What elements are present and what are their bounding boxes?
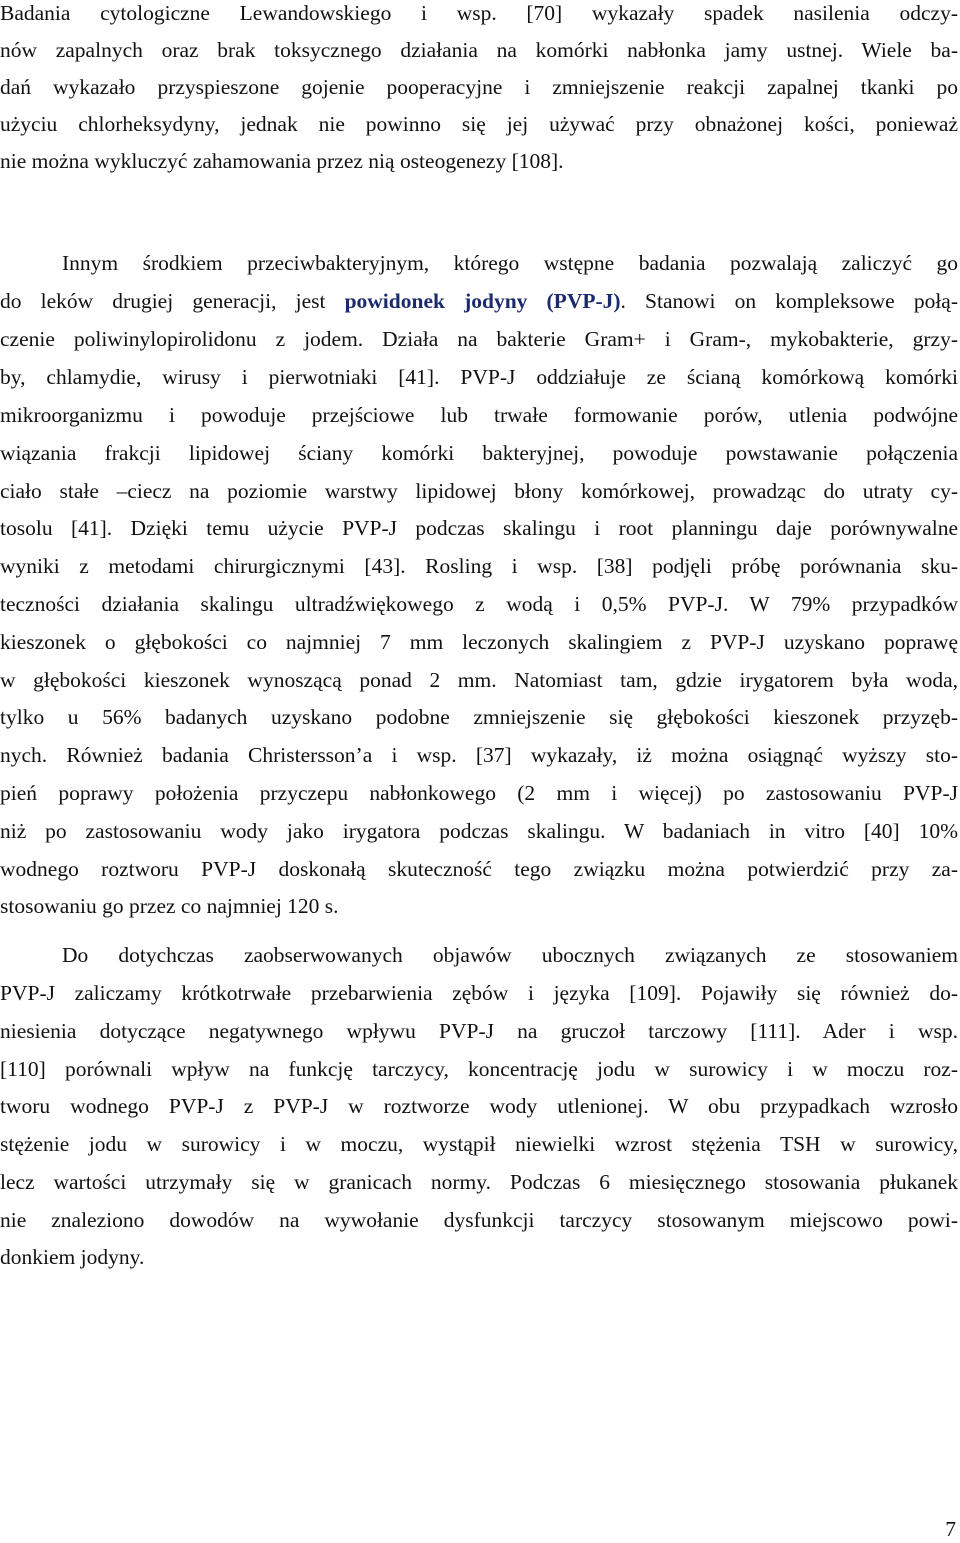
highlighted-term: powidonek jodyny (PVP-J) [344,289,621,313]
text-line: nych. Również badania Christersson’a i wsp. [37] wykazały, iż można osiągnąć wyższy sto- [0,743,958,767]
text-line: użyciu chlorheksydyny, jednak nie powinno się jej używać przy obnażonej kości, ponieważ [0,112,958,136]
text-line: nów zapalnych oraz brak toksycznego działania na komórki nabłonka jamy ustnej. Wiele ba- [0,38,958,62]
text-line: niż po zastosowaniu wody jako irygatora podczas skalingu. W badaniach in vitro [40] 10% [0,819,958,843]
text-line: Badania cytologiczne Lewandowskiego i wsp. [70] wykazały spadek nasilenia odczy- [0,1,958,25]
text-run: . Stanowi on kompleksowe połą- [620,289,958,313]
text-line: dań wykazało przyspieszone gojenie pooperacyjne i zmniejszenie reakcji zapalnej tkanki po [0,75,958,99]
text-line: ciało stałe –ciecz na poziomie warstwy lipidowej błony komórkowej, prowadząc do utraty cy- [0,479,958,503]
text-run: do leków drugiej generacji, jest [0,289,345,313]
text-line: czenie poliwinylopirolidonu z jodem. Działa na bakterie Gram+ i Gram-, mykobakterie, grzy- [0,327,958,351]
text-line: pień poprawy położenia przyczepu nabłonkowego (2 mm i więcej) po zastosowaniu PVP-J [0,781,958,805]
text-line: wiązania frakcji lipidowej ściany komórki bakteryjnej, powoduje powstawanie połączenia [0,441,958,465]
text-line: stosowaniu go przez co najmniej 120 s. [0,894,339,918]
text-line: nie znaleziono dowodów na wywołanie dysfunkcji tarczycy stosowanym miejscowo powi- [0,1208,958,1232]
text-line: nie można wykluczyć zahamowania przez nią osteogenezy [108]. [0,149,564,173]
text-line: lecz wartości utrzymały się w granicach normy. Podczas 6 miesięcznego stosowania płukanek [0,1170,958,1194]
text-line [0,282,958,320]
text-line: wodnego roztworu PVP-J doskonałą skuteczność tego związku można potwierdzić przy za- [0,857,958,881]
page-number: 7 [945,1517,956,1541]
text-line: Do dotychczas zaobserwowanych objawów ubocznych związanych ze stosowaniem [62,943,958,967]
text-line: Innym środkiem przeciwbakteryjnym, którego wstępne badania pozwalają zaliczyć go [62,251,958,275]
text-line: [110] porównali wpływ na funkcję tarczycy, koncentrację jodu w surowicy i w moczu roz- [0,1057,958,1081]
text-line: tworu wodnego PVP-J z PVP-J w roztworze wody utlenionej. W obu przypadkach wzrosło [0,1094,958,1118]
text-line: by, chlamydie, wirusy i pierwotniaki [41]. PVP-J oddziałuje ze ścianą komórkową komórki [0,365,958,389]
text-line: tosolu [41]. Dzięki temu użycie PVP-J podczas skalingu i root planningu daje porównywalne [0,516,958,540]
text-line: w głębokości kieszonek wynoszącą ponad 2 mm. Natomiast tam, gdzie irygatorem była woda, [0,668,958,692]
text-line: PVP-J zaliczamy krótkotrwałe przebarwienia zębów i języka [109]. Pojawiły się również do- [0,981,958,1005]
text-line: teczności działania skalingu ultradźwiękowego z wodą i 0,5% PVP-J. W 79% przypadków [0,592,958,616]
text-line: niesienia dotyczące negatywnego wpływu PVP-J na gruczoł tarczowy [111]. Ader i wsp. [0,1019,958,1043]
text-line: donkiem jodyny. [0,1245,145,1269]
text-line: wyniki z metodami chirurgicznymi [43]. Rosling i wsp. [38] podjęli próbę porównania sku- [0,554,958,578]
text-line: kieszonek o głębokości co najmniej 7 mm leczonych skalingiem z PVP-J uzyskano poprawę [0,630,958,654]
text-line: mikroorganizmu i powoduje przejściowe lub trwałe formowanie porów, utlenia podwójne [0,403,958,427]
text-line: tylko u 56% badanych uzyskano podobne zmniejszenie się głębokości kieszonek przyzęb- [0,705,958,729]
text-line: stężenie jodu w surowicy i w moczu, wystąpił niewielki wzrost stężenia TSH w surowicy, [0,1132,958,1156]
